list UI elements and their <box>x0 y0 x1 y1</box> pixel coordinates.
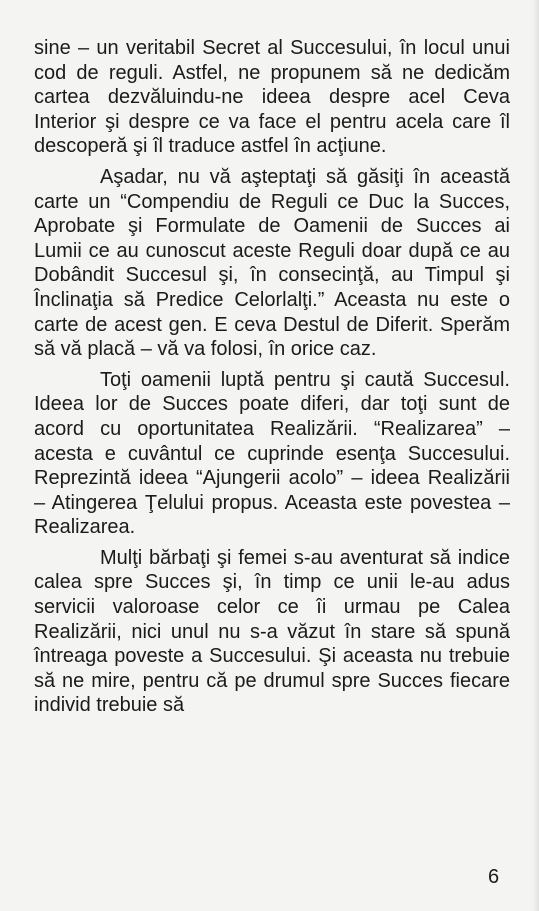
scan-edge-shadow <box>533 0 539 911</box>
page-number: 6 <box>488 866 500 888</box>
paragraph-1: sine – un veritabil Secret al Succesului, în locul unui cod de reguli. Astfel, ne propunem să ne dedicăm cartea dezvăluindu-ne ideea despre acel Ceva Interior şi despre ce va face el pentru acela care îl descoperă şi îl traduce astfel în acţiune. <box>34 37 510 158</box>
paragraph-2: Aşadar, nu vă aşteptaţi să găsiţi în această carte un “Compendiu de Reguli ce Duc la Succes, Aprobate şi Formulate de Oamenii de Succes ai Lumii ce au cunoscut aceste Reguli doar după ce au Dobândit Succesul şi, în consecinţă, au Timpul şi Înclinaţia să Predice Celorlalţi.” Aceasta nu este o carte de acest gen. E ceva Destul de Diferit. Sperăm să vă placă – vă va folosi, în orice caz. <box>34 165 510 361</box>
page-body <box>34 36 510 718</box>
paragraph-3: Toţi oamenii luptă pentru şi caută Succesul. Ideea lor de Succes poate diferi, dar toţi sunt de acord cu oportunitatea Realizării. “Realizarea” – acesta e cuvântul ce cuprinde esenţa Succesului. Reprezintă ideea “Ajungerii acolo” – ideea Realizării – Atingerea Ţelului propus. Aceasta este povestea – Realizarea. <box>34 368 510 539</box>
paragraph-4: Mulţi bărbaţi şi femei s-au aventurat să indice calea spre Succes şi, în timp ce unii le-au adus servicii valoroase celor ce îi urmau pe Calea Realizării, nici unul nu s-a văzut în stare să spună întreaga poveste a Succesului. Şi aceasta nu trebuie să ne mire, pentru că pe drumul spre Succes fiecare individ trebuie să <box>34 546 510 717</box>
